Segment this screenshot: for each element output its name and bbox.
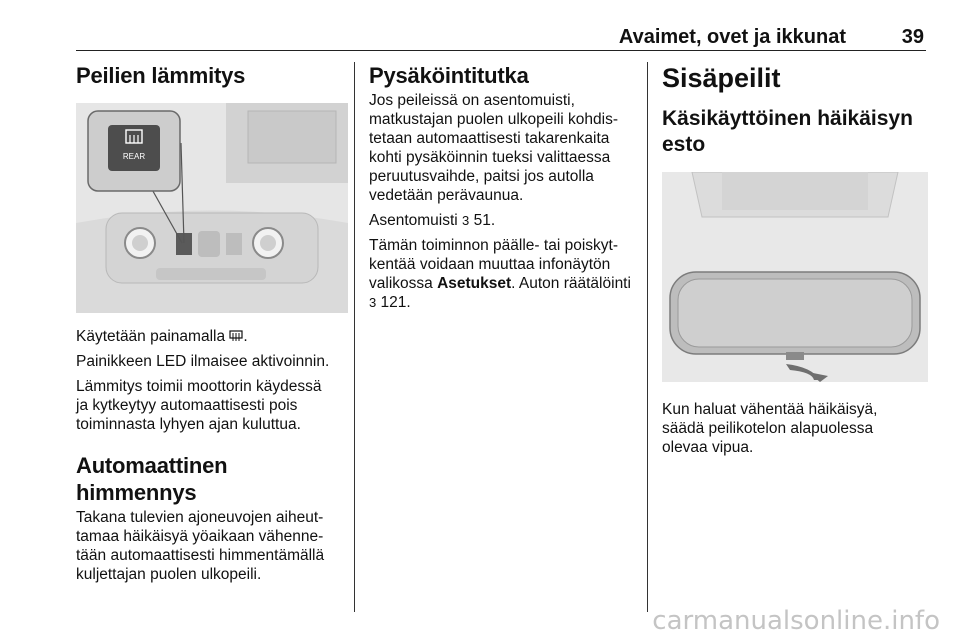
mirror-drawing xyxy=(662,172,928,382)
header-title: Avaimet, ovet ja ikkunat xyxy=(618,26,846,48)
paragraph: Lämmitys toimii moottorin käydessä ja kytkeytyy automaattisesti pois toiminnasta lyhyen ajan kuluttua. xyxy=(76,378,322,433)
paragraph: Käytetään painamalla . xyxy=(76,328,248,345)
subsection-heading: Käsikäyttöinen häikäisyn esto xyxy=(662,107,913,156)
dashboard-illustration xyxy=(76,103,348,313)
watermark: carmanualsonline.info xyxy=(652,606,940,636)
column-divider xyxy=(647,62,648,612)
mirror-illustration xyxy=(662,172,928,382)
paragraph: Takana tulevien ajoneuvojen aiheut- tamaa häikäisyä yöaikaan vähenne- tään automaattisesti himmentämällä kuljettajan puolen ulkopeili. xyxy=(76,509,325,583)
paragraph: Jos peileissä on asentomuisti, matkustajan puolen ulkopeili kohdis- tetaan automaattisesti takarenkaita kohti pysäköinnin tueksi valittaessa peruutusvaihde, paitsi jos autolla vedetään perävaunua. xyxy=(369,92,619,204)
section-heading: Peilien lämmitys xyxy=(76,63,246,88)
page-number: 39 xyxy=(901,26,924,48)
page-reference-icon: 3 xyxy=(462,213,470,228)
dashboard-drawing xyxy=(76,103,348,313)
section-heading: Automaattinen himmennys xyxy=(76,453,228,505)
paragraph: Tämän toiminnon päälle- tai poiskyt- kentää voidaan muuttaa infonäytön valikossa Asetukset. Auton räätälöinti 3 121. xyxy=(369,237,631,311)
chapter-heading: Sisäpeilit xyxy=(662,63,781,93)
column-interior-mirrors xyxy=(662,62,928,457)
menu-name: Asetukset xyxy=(437,275,512,292)
paragraph: Asentomuisti 3 51. xyxy=(369,212,496,229)
section-heading: Pysäköintitutka xyxy=(369,63,529,88)
column-parking-tilt xyxy=(369,62,633,312)
page-reference-icon: 3 xyxy=(369,295,377,310)
rear-defrost-icon xyxy=(229,330,243,342)
page-reference: 121. xyxy=(380,294,411,311)
paragraph: Painikkeen LED ilmaisee aktivoinnin. xyxy=(76,353,330,370)
paragraph: Kun haluat vähentää häikäisyä, säädä peilikotelon alapuolessa olevaa vipua. xyxy=(662,401,878,456)
column-mirror-heating xyxy=(76,62,348,584)
rear-label: REAR xyxy=(122,152,146,161)
page-header xyxy=(76,24,926,51)
column-divider xyxy=(354,62,355,612)
page-reference: 51. xyxy=(473,212,496,229)
